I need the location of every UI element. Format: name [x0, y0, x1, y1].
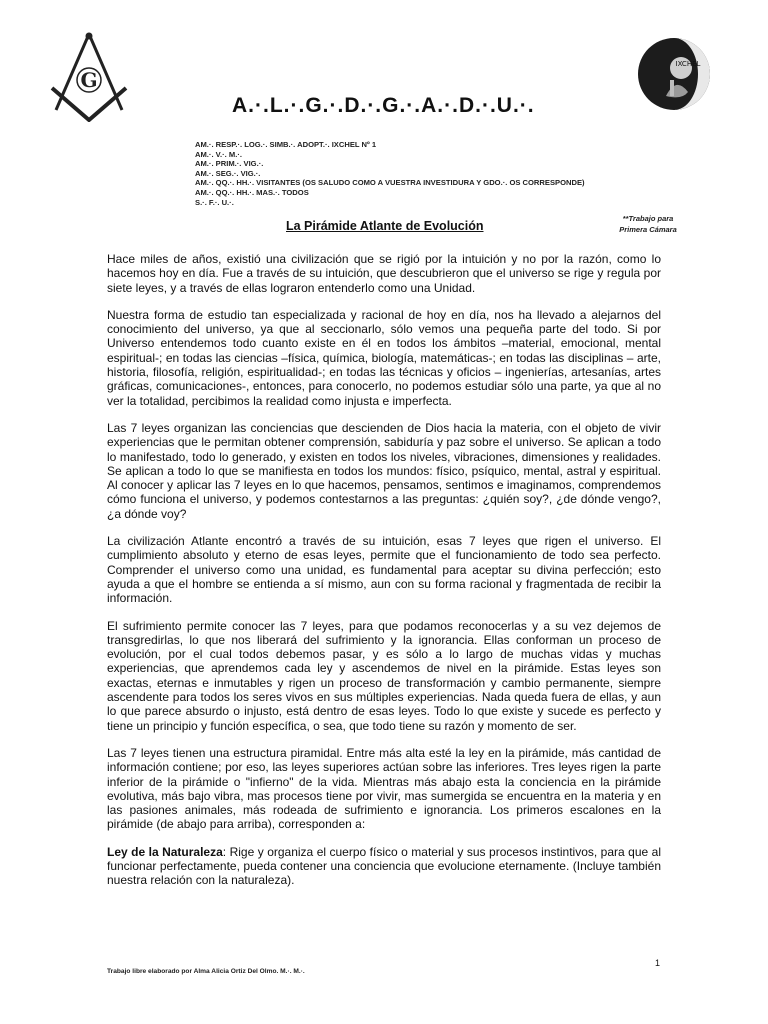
svg-text:G: G	[80, 68, 98, 92]
page-number: 1	[655, 958, 661, 968]
salutation-line: AM.·. QQ.·. HH.·. MAS.·. TODOS	[195, 187, 309, 197]
salutation-line: AM.·. V.·. M.·.	[195, 149, 242, 159]
salutation-line: S.·. F.·. U.·.	[195, 197, 234, 207]
chamber-note	[612, 213, 684, 235]
motto-heading: A.·.L.·.G.·.D.·.G.·.A.·.D.·.U.·.	[232, 94, 535, 117]
paragraph: Hace miles de años, existió una civilización que se rigió por la intuición y no por la razón, como lo hacemos hoy en día. Fue a través de su intuición, que descubrieron que el universo se rige y regula por siete leyes, y a través de ellas lograron entenderlo como una Unidad.	[107, 252, 661, 295]
salutation-line: AM.·. PRIM.·. VIG.·.	[195, 159, 264, 169]
law-text: : Rige y organiza el cuerpo físico o material y sus procesos instintivos, para que al funcionar perfectamente, pueda contener una conciencia que evolucione eternamente. (Incluye también nuestra relación con la naturaleza).	[107, 844, 661, 888]
author-footer: Trabajo libre elaborado por Alma Alicia Ortiz Del Olmo. M.·. M.·.	[107, 968, 305, 975]
emblem-label: IXCHEL	[675, 60, 701, 68]
document-title: La Pirámide Atlante de Evolución	[286, 219, 484, 233]
document-body	[107, 252, 661, 901]
ixchel-emblem-icon	[636, 36, 712, 112]
square-compass-logo-icon	[48, 30, 130, 122]
salutation-line: AM.·. SEG.·. VIG.·.	[195, 168, 261, 178]
paragraph: Las 7 leyes tienen una estructura piramidal. Entre más alta esté la ley en la pirámide, más cantidad de información contiene; por eso, las leyes superiores actúan sobre las inferiores. Tres leyes rigen la parte inferior de la pirámide o "infierno" de la vida. Mientras más abajo esta la conciencia en la pirámide evolutiva, más bajo vibra, mas procesos tiene por vivir, mas sumergida se encuentra en la materia y en las pasiones animales, más rodeada de sufrimiento e ignorancia. Los primeros escalones en la pirámide (de abajo para arriba), corresponden a:	[107, 745, 661, 832]
note-line: **Trabajo para	[622, 214, 674, 223]
paragraph: Nuestra forma de estudio tan especializada y racional de hoy en día, nos ha llevado a alejarnos del conocimiento del universo, ya que al seccionarlo, sólo vemos una pequeña parte del todo. Si por Universo entendemos todo cuanto existe en él en todos los ámbitos –material, emocional, mental espiritual-; en todas las ciencias –física, química, biología, matemáticas-; en todas las disciplinas – arte, historia, filosofía, religión, espiritualidad-; en todas las técnicas y oficios – ingenierías, artesanías, artes gráficas, comunicaciones-, entonces, para conocerlo, no podemos estudiar sólo una parte, ya que al no ver la totalidad, percibimos la realidad como injusta e imperfecta.	[107, 307, 661, 408]
note-line: Primera Cámara	[619, 225, 677, 234]
law-title: Ley de la Naturaleza	[107, 844, 223, 859]
salutation-line: AM.·. RESP.·. LOG.·. SIMB.·. ADOPT.·. IXCHEL Nº 1	[195, 140, 377, 149]
paragraph: El sufrimiento permite conocer las 7 leyes, para que podamos reconocerlas y a su vez dejemos de transgredirlas, lo que nos liberará del sufrimiento y la ignorancia. Ellas conforman un proceso de evolución, por el cual todos debemos pasar, y es sólo a lo largo de muchas vidas y muchas experiencias, que aprendemos cada ley y ascendemos de nivel en la pirámide. Estas leyes son exactas, eternas e inmutables y rigen un proceso de transformación y cambio permanente, siempre ascendente para todos los seres vivos en sus múltiples experiencias. Nada queda fuera de ellas, y aun lo que parece absurdo o injusto, está dentro de esas leyes. Todo lo que existe y sucede es perfecto y tiene un principio y función específica, o sea, que todo tiene su razón y momento de ser.	[107, 618, 661, 733]
paragraph: La civilización Atlante encontró a través de su intuición, esas 7 leyes que rigen el universo. El cumplimiento absoluto y eterno de esas leyes, permite que el funcionamiento de todo sea perfecto. Comprender el universo como una unidad, es fundamental para aceptar su divina perfección; esto ayuda a que el hombre se entienda a sí mismo, aun con su forma racional y fragmentada de recibir la información.	[107, 534, 661, 606]
salutation-line: AM.·. QQ.·. HH.·. VISITANTES (OS SALUDO COMO A VUESTRA INVESTIDURA Y GDO.·. OS CORRESPONDE)	[195, 178, 585, 188]
salutations-block	[195, 140, 585, 207]
paragraph: Las 7 leyes organizan las conciencias que descienden de Dios hacia la materia, con el objeto de vivir experiencias que le permitan obtener comprensión, sabiduría y paz sobre el universo. Se aplican a todo lo manifestado, todo lo generado, y existen en todos los niveles, vibraciones, dimensiones y realidades. Se aplican a todo lo que se manifiesta en todos los mundos: físico, psíquico, mental, astral y espiritual. Al conocer y aplicar las 7 leyes en lo que hacemos, pensamos, sentimos e imaginamos, comprendemos cómo funciona el universo, y podemos contestarnos a las preguntas: ¿quién soy?, ¿de dónde vengo?, ¿a dónde voy?	[107, 420, 661, 521]
law-paragraph	[107, 845, 661, 888]
